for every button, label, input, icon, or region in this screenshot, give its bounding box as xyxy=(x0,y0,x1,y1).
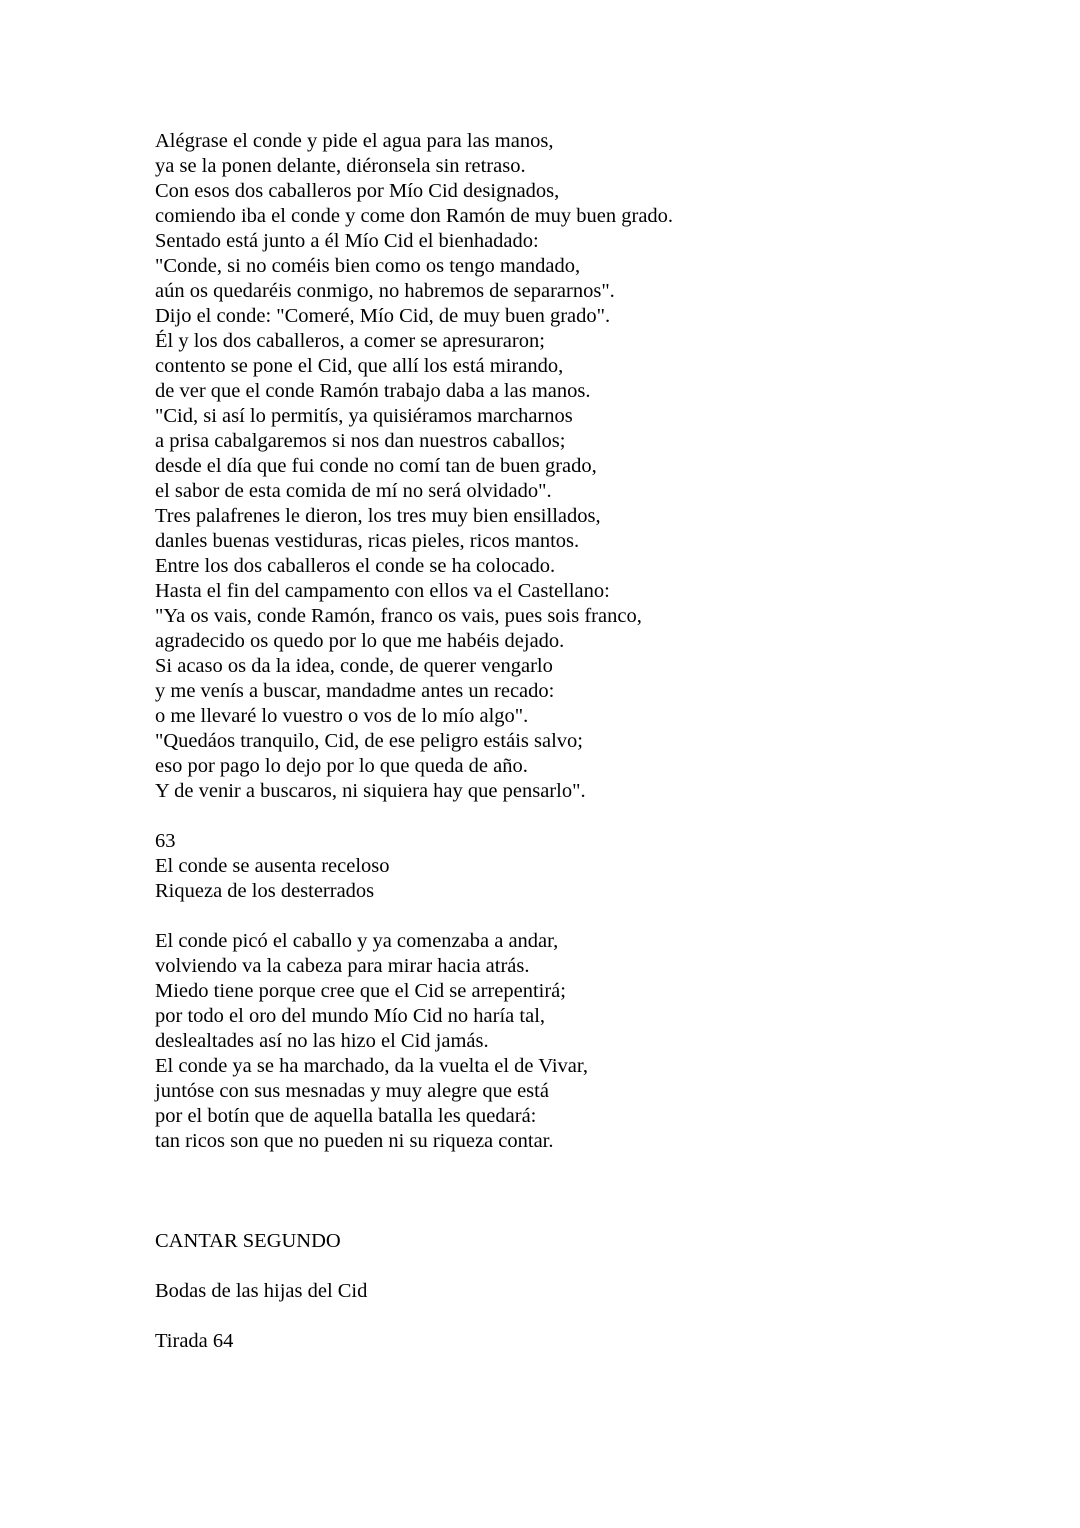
verse-line: Tres palafrenes le dieron, los tres muy bien ensillados, xyxy=(155,505,601,527)
verse-line: eso por pago lo dejo por lo que queda de año. xyxy=(155,755,528,777)
verse-line: El conde ya se ha marchado, da la vuelta el de Vivar, xyxy=(155,1055,589,1077)
verse-line: "Conde, si no coméis bien como os tengo mandado, xyxy=(155,255,581,277)
verse-line: Él y los dos caballeros, a comer se apresuraron; xyxy=(155,330,545,352)
verse-line: El conde picó el caballo y ya comenzaba a andar, xyxy=(155,930,559,952)
section-63-heading xyxy=(155,829,1035,904)
verse-line: tan ricos son que no pueden ni su riqueza contar. xyxy=(155,1130,554,1152)
verse-line: contento se pone el Cid, que allí los está mirando, xyxy=(155,355,564,377)
verse-line: Alégrase el conde y pide el agua para las manos, xyxy=(155,130,554,152)
verse-line: volviendo va la cabeza para mirar hacia atrás. xyxy=(155,955,530,977)
cantar-title: CANTAR SEGUNDO xyxy=(155,1230,341,1252)
verse-line: deslealtades así no las hizo el Cid jamás. xyxy=(155,1030,489,1052)
verse-line: Entre los dos caballeros el conde se ha colocado. xyxy=(155,555,556,577)
verse-line: ya se la ponen delante, diéronsela sin retraso. xyxy=(155,155,526,177)
verse-line: juntóse con sus mesnadas y muy alegre que está xyxy=(155,1080,549,1102)
spacer xyxy=(155,804,1035,829)
verse-line: por el botín que de aquella batalla les quedará: xyxy=(155,1105,537,1127)
stanza-2 xyxy=(155,929,1035,1154)
stanza-1 xyxy=(155,129,1035,804)
section-title: Riqueza de los desterrados xyxy=(155,880,375,902)
verse-line: y me venís a buscar, mandadme antes un recado: xyxy=(155,680,555,702)
section-title: El conde se ausenta receloso xyxy=(155,855,390,877)
verse-line: Miedo tiene porque cree que el Cid se arrepentirá; xyxy=(155,980,566,1002)
spacer xyxy=(155,904,1035,929)
verse-line: el sabor de esta comida de mí no será olvidado". xyxy=(155,480,552,502)
verse-line: "Ya os vais, conde Ramón, franco os vais, pues sois franco, xyxy=(155,605,642,627)
verse-line: Dijo el conde: "Comeré, Mío Cid, de muy buen grado". xyxy=(155,305,611,327)
verse-line: "Quedáos tranquilo, Cid, de ese peligro estáis salvo; xyxy=(155,730,583,752)
verse-line: desde el día que fui conde no comí tan de buen grado, xyxy=(155,455,597,477)
verse-line: Si acaso os da la idea, conde, de querer vengarlo xyxy=(155,655,553,677)
verse-line: comiendo iba el conde y come don Ramón de muy buen grado. xyxy=(155,205,674,227)
section-number: 63 xyxy=(155,830,176,852)
verse-line: aún os quedaréis conmigo, no habremos de separarnos". xyxy=(155,280,615,302)
verse-line: o me llevaré lo vuestro o vos de lo mío algo". xyxy=(155,705,529,727)
verse-line: Hasta el fin del campamento con ellos va el Castellano: xyxy=(155,580,610,602)
verse-line: por todo el oro del mundo Mío Cid no haría tal, xyxy=(155,1005,546,1027)
verse-line: danles buenas vestiduras, ricas pieles, ricos mantos. xyxy=(155,530,580,552)
verse-line: Con esos dos caballeros por Mío Cid designados, xyxy=(155,180,560,202)
verse-line: de ver que el conde Ramón trabajo daba a las manos. xyxy=(155,380,591,402)
cantar-subtitle: Bodas de las hijas del Cid xyxy=(155,1280,368,1302)
tirada-heading: Tirada 64 xyxy=(155,1330,234,1352)
verse-line: agradecido os quedo por lo que me habéis dejado. xyxy=(155,630,565,652)
verse-line: a prisa cabalgaremos si nos dan nuestros caballos; xyxy=(155,430,566,452)
verse-line: "Cid, si así lo permitís, ya quisiéramos marcharnos xyxy=(155,405,573,427)
verse-line: Sentado está junto a él Mío Cid el bienhadado: xyxy=(155,230,539,252)
verse-line: Y de venir a buscaros, ni siquiera hay que pensarlo". xyxy=(155,780,586,802)
document-page xyxy=(155,129,1035,1354)
